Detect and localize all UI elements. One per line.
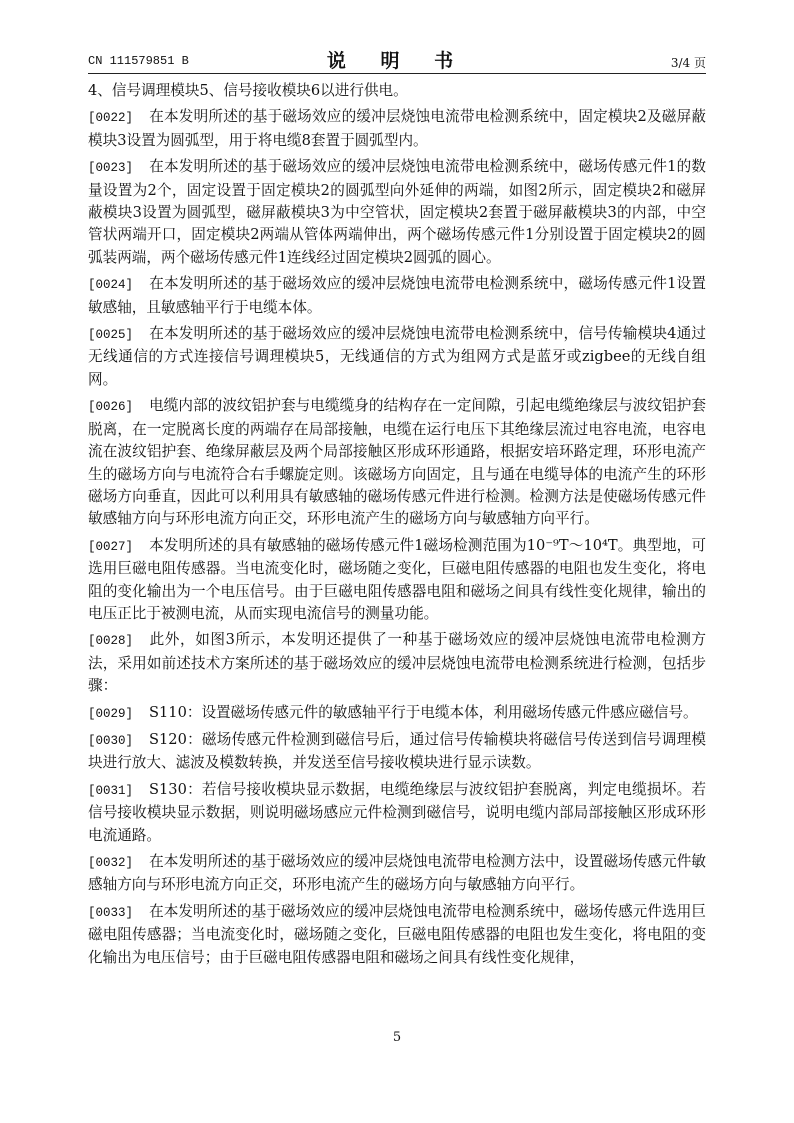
paragraph-text: 在本发明所述的基于磁场效应的缓冲层烧蚀电流带电检测方法中，设置磁场传感元件敏感轴方向与环形电流方向正交，环形电流产生的磁场方向与敏感轴方向平行。 [88,853,706,894]
paragraph-text: 在本发明所述的基于磁场效应的缓冲层烧蚀电流带电检测系统中，磁场传感元件1设置敏感轴，且敏感轴平行于电缆本体。 [88,275,706,316]
paragraph-number: [0023] [88,161,134,176]
paragraph [88,106,706,152]
paragraph [88,395,706,530]
paragraph-text: 在本发明所述的基于磁场效应的缓冲层烧蚀电流带电检测系统中，磁场传感元件1的数量设置为2个，固定设置于固定模块2的圆弧型向外延伸的两端，如图2所示，固定模块2和磁屏蔽模块3设置为圆弧型，磁屏蔽模块3为中空管状，固定模块2套置于磁屏蔽模块3的内部，中空管状两端开口，固定模块2两端从管体两端伸出，两个磁场传感元件1分别设置于固定模块2的圆弧装两端，两个磁场传感元件1连线经过固定模块2圆弧的圆心。 [88,158,706,266]
paragraph-number: [0027] [88,539,134,554]
publication-number: CN 111579851 B [88,54,189,68]
paragraph-text: S110：设置磁场传感元件的敏感轴平行于电缆本体，利用磁场传感元件感应磁信号。 [149,703,698,721]
paragraph-number: [0031] [88,783,134,798]
paragraph [88,702,706,725]
paragraph [88,323,706,391]
paragraph-number: [0030] [88,733,134,748]
paragraph-text: 4、信号调理模块5、信号接收模块6以进行供电。 [88,82,408,99]
paragraph-number: [0029] [88,706,134,721]
page-header [88,46,706,74]
paragraph-text: 在本发明所述的基于磁场效应的缓冲层烧蚀电流带电检测系统中，固定模块2及磁屏蔽模块3设置为圆弧型，用于将电缆8套置于圆弧型内。 [88,108,706,149]
paragraph-text: S120：磁场传感元件检测到磁信号后，通过信号传输模块将磁信号传送到信号调理模块进行放大、滤波及模数转换，并发送至信号接收模块进行显示读数。 [88,730,706,772]
paragraph [88,273,706,319]
paragraph [88,80,706,102]
document-title: 说 明 书 [326,50,468,72]
document-body [88,80,706,973]
paragraph [88,535,706,626]
paragraph [88,779,706,847]
paragraph-number: [0024] [88,278,134,293]
paragraph [88,851,706,897]
page-number: 5 [392,1030,402,1045]
paragraph-number: [0025] [88,328,134,343]
paragraph-number: [0022] [88,111,134,126]
paragraph-number: [0028] [88,634,134,649]
page-indicator: 3/4 页 [670,56,706,70]
paragraph-text: 电缆内部的波纹铝护套与电缆缆身的结构存在一定间隙，引起电缆绝缘层与波纹铝护套脱离，在一定脱离长度的两端存在局部接触，电缆在运行电压下其绝缘层流过电容电流，电容电流在波纹铝护套、绝缘屏蔽层及两个局部接触区形成环形通路，根据安培环路定理，环形电流产生的磁场方向与电流符合右手螺旋定则。该磁场方向固定，且与通在电缆导体的电流产生的环形磁场方向垂直，因此可以利用具有敏感轴的磁场传感元件进行检测。检测方法是使磁场传感元件敏感轴方向与环形电流方向正交，环形电流产生的磁场方向与敏感轴方向平行。 [88,397,706,528]
paragraph-number: [0026] [88,400,134,415]
paragraph [88,729,706,775]
paragraph-text: 在本发明所述的基于磁场效应的缓冲层烧蚀电流带电检测系统中，信号传输模块4通过无线通信的方式连接信号调理模块5，无线通信的方式为组网方式是蓝牙或zigbee的无线自组网。 [88,325,706,388]
paragraph [88,156,706,269]
paragraph-text: 在本发明所述的基于磁场效应的缓冲层烧蚀电流带电检测系统中，磁场传感元件选用巨磁电阻传感器；当电流变化时，磁场随之变化，巨磁电阻传感器的电阻也发生变化，将电阻的变化输出为电压信号；由于巨磁电阻传感器电阻和磁场之间具有线性变化规律， [88,902,706,966]
paragraph-number: [0032] [88,856,134,870]
header-divider [88,73,706,74]
paragraph-text: 本发明所述的具有敏感轴的磁场传感元件1磁场检测范围为10⁻⁹T～10⁴T。典型地，可选用巨磁电阻传感器。当电流变化时，磁场随之变化，巨磁电阻传感器的电阻也发生变化，将电阻的变化输出为一个电压信号。由于巨磁电阻传感器电阻和磁场之间具有线性变化规律，输出的电压正比于被测电流，从而实现电流信号的测量功能。 [88,536,706,622]
paragraph-text: 此外，如图3所示，本发明还提供了一种基于磁场效应的缓冲层烧蚀电流带电检测方法，采用如前述技术方案所述的基于磁场效应的缓冲层烧蚀电流带电检测系统进行检测，包括步骤： [88,631,706,695]
paragraph-text: S130：若信号接收模块显示数据，电缆绝缘层与波纹铝护套脱离，判定电缆损坏。若信号接收模块显示数据，则说明磁场感应元件检测到磁信号，说明电缆内部局部接触区形成环形电流通路。 [88,780,706,844]
paragraph [88,901,706,969]
paragraph [88,629,706,697]
paragraph-number: [0033] [88,905,134,920]
